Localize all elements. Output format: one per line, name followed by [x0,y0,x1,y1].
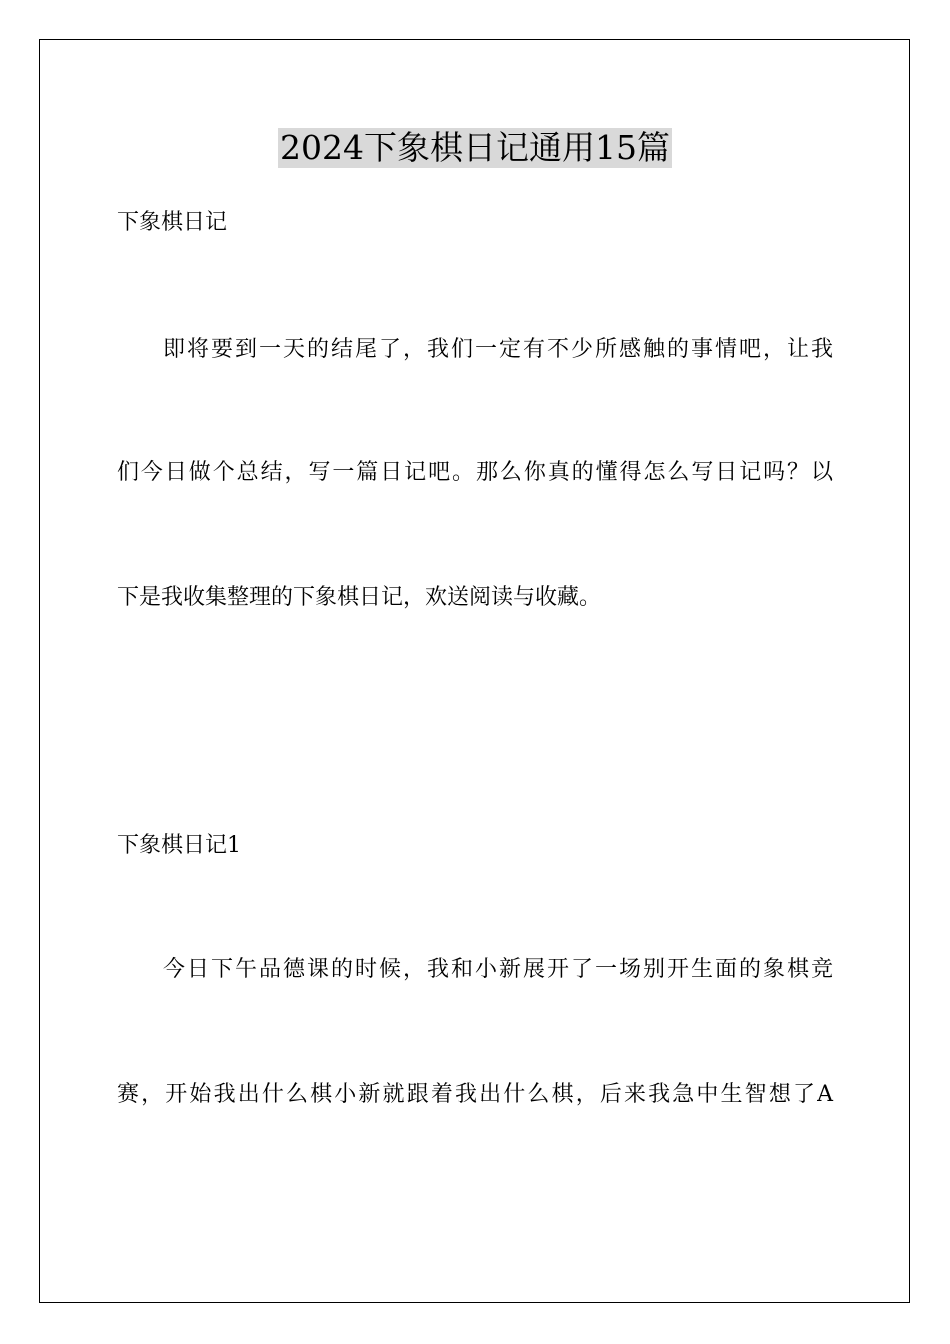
intro-paragraph-line-2: 们今日做个总结，写一篇日记吧。那么你真的懂得怎么写日记吗？以 [117,460,833,485]
title-container [0,128,950,168]
section1-paragraph-line-2: 赛，开始我出什么棋小新就跟着我出什么棋，后来我急中生智想了A [117,1082,833,1107]
intro-paragraph-line-1: 即将要到一天的结尾了，我们一定有不少所感触的事情吧，让我 [163,337,833,362]
section1-paragraph-line-1: 今日下午品德课的时候，我和小新展开了一场别开生面的象棋竞 [163,957,833,982]
section1-heading: 下象棋日记1 [117,833,241,858]
document-title: 2024下象棋日记通用15篇 [280,128,670,167]
intro-heading: 下象棋日记 [117,210,228,235]
intro-paragraph-line-3: 下是我收集整理的下象棋日记，欢送阅读与收藏。 [117,585,602,610]
